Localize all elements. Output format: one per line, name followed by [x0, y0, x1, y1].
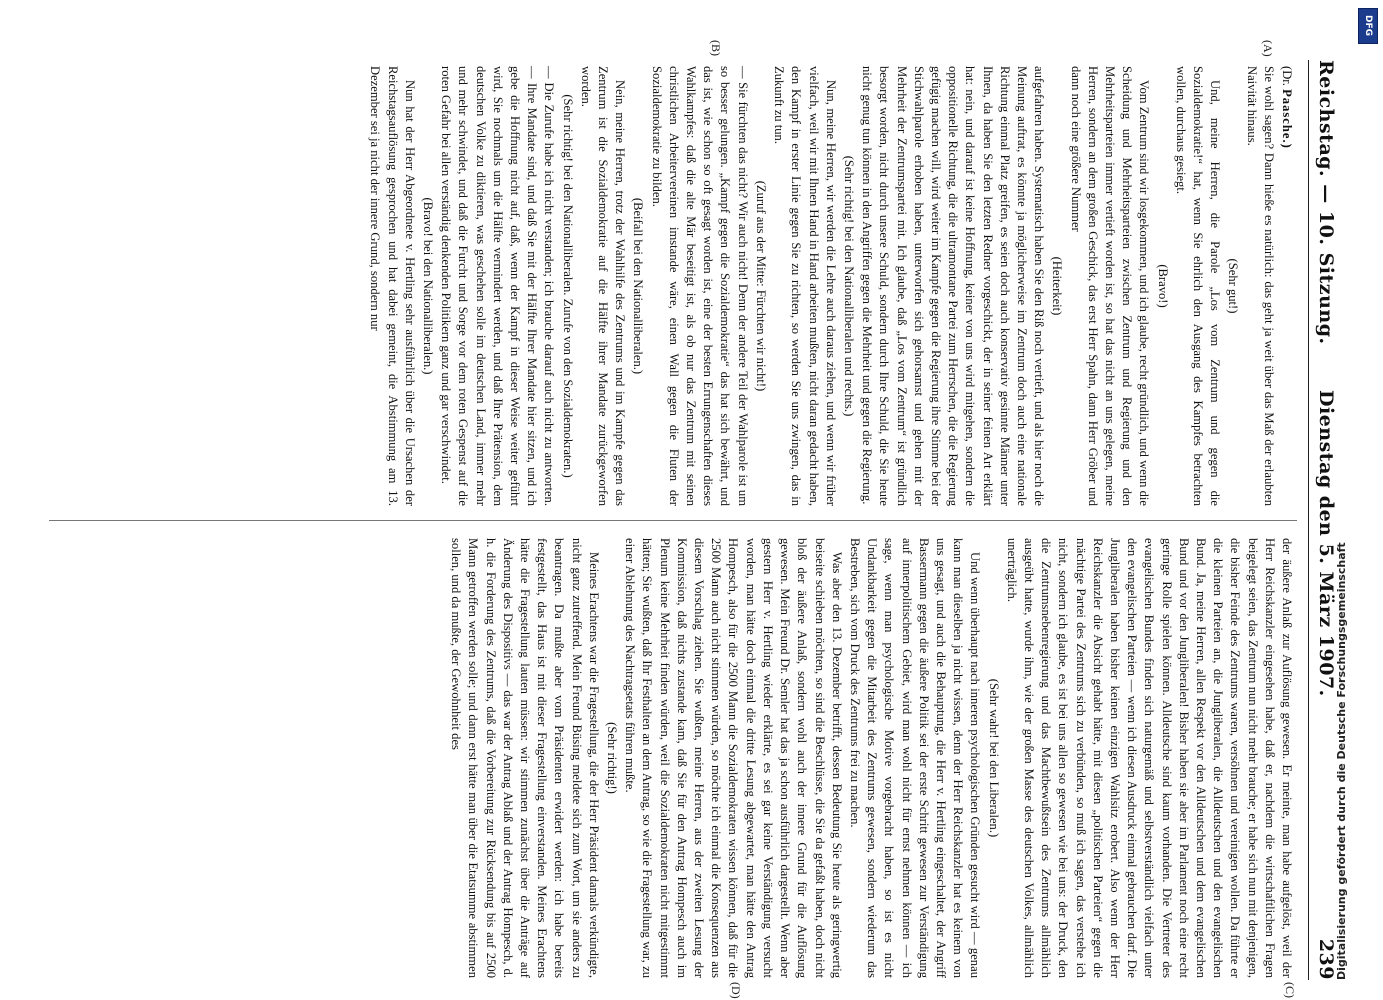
reaction: (Sehr richtig! bei den Nationalliberalen. Zurufe von den Sozialdemokraten.) — [560, 94, 575, 478]
paragraph: Und, meine Herren, die Parole „Los vom Zentrum und gegen die Sozialdemokratie!“ hat, wenn Sie ehrlich den Ausgang des Kampfes betrachten wollen, durchaus gesiegt. — [1173, 66, 1223, 506]
paragraph: aufgefahren haben. Systematisch haben Sie den Riß noch vertieft, und als hier noch die Meinung auftrat, es könnte ja möglicherweise im Zentrum doch auch eine nationale Richtung einmal Platz greifen, es seien doch auch konservativ gesinnte Männer unter Ihnen, da haben Sie den letzten Redner vorgeschickt, der in seiner feinen Art erklärt hat: nein, und darauf ist keine Hoffnung, keiner von uns wird mitgehen, sondern die oppositionelle Richtung, die die ultramontane Partei zum Herrschen, die die Regierung gefügig machen will, wird weiter im Kampfe gegen die Regierung ihre Stimme bei der Stichwahlparole erhoben haben, unterworfen sich gehorsamst und gehen mit der Mehrheit der Zentrumspartei mit. Ich glaube, daß „Los vom Zentrum“ ist gründlich besorgt worden, nicht durch unsere Schuld, sondern durch Ihre Schuld, die Sie heute nicht genug tun können in den Angriffen gegen die Mehrheit und gegen die Regierung. — [860, 66, 1047, 506]
reaction: (Bravo! bei den Nationalliberalen.) — [421, 197, 436, 375]
paragraph: Sie wohl sagen? Dann hieße es natürlich: das geht ja weit über das Maß der erlaubten Naivität hinaus. — [1244, 66, 1276, 506]
reaction: (Sehr richtig! bei den Nationalliberalen und rechts.) — [841, 155, 856, 417]
paragraph: Meines Erachtens war die Fragestellung, die der Herr Präsident damals verkündigte, nicht ganz zutreffend. Mein Freund Büsing meldete sich zum Wort, um sie anders zu beantragen. Da mußte aber vom Präsidenten erwidert werden: ich habe bereits festgestellt, das Haus ist mit dieser Fragestellung einverstanden. Meines Erachtens hätte die Fragestellung lauten müssen: wir stimmen zunächst über die Anträge auf Änderung des Dispositivs — das war der Antrag Ablaß und der Antrag Hompesch, d. h. die Forderung des Zentrums, daß die Vorbereitung zur Rücksendung bis auf 2500 Mann getroffen werden solle; und dann erst hätte man über die Etatsumme abstimmen sollen, und da mußte, der Gewohnheit des — [449, 538, 601, 978]
paragraph: — Sie fürchten das nicht? Wir auch nicht! Denn der andere Teil der Wahlparole ist um so besser gelungen. „Kampf gegen die Sozialdemokratie“ das hat sich bewährt, und das ist, wie schon so oft gesagt worden ist, eine der besten Errungenschaften dieses Wahlkampfes: daß die alte Mär beseitigt ist, als ob nur das Zentrum mit seinen christlichen Arbeitervereinen imstande wäre, einen Wall gegen die Fluten der Sozialdemokratie zu bilden. — [649, 66, 750, 506]
paragraph: der äußere Anlaß zur Auflösung gewesen. Er meinte, man habe aufgelöst, weil der Herr Reichskanzler eingesehen habe, daß er, nachdem die wirtschaftlichen Fragen beigelegt seien, das Zentrum nun nicht mehr brauche; er habe sich nun mit denjenigen, die bisher Feinde des Zentrums waren, versöhnen und vereinigen wollen. Da führte er die kleinen Parteien an, die Jungliberalen, die Alldeutschen und den evangelischen Bund. Ja, meine Herren, allen Respekt vor den Alldeutschen und dem evangelischen Bund und vor den Jungliberalen! Bisher haben sie aber im Parlament noch eine recht geringe Rolle spielen können. Alldeutsche sind kaum vorhanden. Die Vertreter des evangelischen Bundes finden sich naturgemäß und selbstverständlich vielfach unter den evangelischen Parteien — wenn ich diesen Ausdruck einmal gebrauchen darf. Die Jungliberalen haben bisher keinen einzigen Wahlsitz erobert. Also wenn der Herr Reichskanzler die Absicht gehabt hätte, mit diesen „politischen Parteien“ gegen die mächtige Partei des Zentrums sich zu verbünden, so muß ich sagen, das verstehe ich nicht, sondern ich glaube, es ist bei uns allen so gewesen wie bei uns: der Druck, den die Zentrumsnebenregierung und das Machtbewußtsein des Zentrums allmählich ausgeübt hatte, wurde ihm, wie der großen Masse des deutschen Volkes, allmählich unerträglich. — [1004, 538, 1294, 978]
margin-marker-a: (A) — [1261, 40, 1275, 57]
margin-marker-b: (B) — [709, 40, 723, 56]
reaction: (Zuruf aus der Mitte: Fürchten wir nicht!) — [753, 180, 768, 392]
speaker-name: Paasche.) — [1280, 89, 1294, 149]
reaction: (Sehr gut!) — [1226, 258, 1241, 314]
paragraph: Nun, meine Herren, wir werden die Lehre auch daraus ziehen, und wenn wir früher vielfach, weil wir mit Ihnen Hand in Hand arbeiten mußten, nicht daran gedacht haben, den Kampf in erster Linie gegen Sie zu richten, so werden Sie uns zwingen, das in Zukunft zu tun. — [772, 66, 838, 506]
reaction: (Heiterkeit) — [1050, 256, 1065, 316]
paragraph: — Die Zurufe habe ich nicht verstanden; ich brauche darauf auch nicht zu antworten. — Ihre Mandate sind, und daß Sie mit der Hälfte Ihrer Mandate hier sitzen, und ich gebe die Hoffnung nicht auf, daß, wenn der Kampf in dieser Weise weiter geführt wird, Sie nochmals um die Hälfte vermindert werden, und daß Ihre Prätension, dem deutschen Volke zu diktieren, was geschehen solle im deutschen Land, immer mehr und mehr schwindet, und daß die Furcht und Sorge vor dem roten Gespenst auf die roten Gefahr bei allen verständig denkenden Politikern ganz und gar verschwindet. — [439, 66, 557, 506]
left-column — [50, 66, 1295, 506]
paragraph: Was aber den 13. Dezember betrifft, dessen Bedeutung Sie heute als geringwertig beiseite schieben möchten, so sind die Beschlüsse, die Sie da gefaßt haben, doch nicht bloß der äußere Anlaß, sondern wohl auch der innere Grund für die Auflösung gewesen. Mein Freund Dr. Semler hat das ja schon ausführlich dargestellt. Wenn aber gestern Herr v. Hertling wieder erklärte, es sei gar keine Verständigung versucht worden, man hätte doch einmal die dritte Lesung abgewartet, man hätte den Antrag Hompesch, also für die 2500 Mann die Sozialdemokraten wissen können, daß für die 2500 Mann auch nicht stimmen würden, so möchte ich einmal die Konsequenzen aus diesem Vorschlag ziehen. Sie wußten, meine Herren, aus der zweiten Lesung der Kommission, daß nichts zustande kam, daß Sie für den Antrag Hompesch auch im Plenum keine Mehrheit finden würden, weil die Sozialdemokraten nicht mitgestimmt hätten; Sie wußten, daß Ihr Festhalten an dem Antrag, so wie die Fragestellung war, zu einer Ablehnung des Nachtragsetats führen mußte. — [623, 538, 844, 978]
paragraph: Und wenn überhaupt nach inneren psychologischen Gründen gesucht wird — genau kann man dieselben ja nicht wissen, denn der Herr Reichskanzler hat es keinem von uns gesagt, und auch die Behauptung, die Herr v. Hertling eingeschaltet, der Angriff Bassermann gegen die äußere Politik sei der erste Schritt gewesen zur Verständigung auf innerpolitischem Gebiet, wird man wohl nicht für ernst nehmen können — ich sage, wenn man psychologische Motive vorgebracht haben, so ist es nicht Undankbarkeit gegen die Mitarbeit des Zentrums gewesen, sondern wiederum das Bestreben, sich vom Druck des Zentrums frei zu machen. — [847, 538, 983, 978]
paragraph: Vom Zentrum sind wir losgekommen, und ich glaube, recht gründlich, und wenn die Scheidung und Mehrheitsparteien zwischen Zentrum und Regierung und den Mehrheitsparteien immer vertieft worden ist, so hat das nicht an uns gelegen, meine Herren, sondern an dem großen Geschick, das erst Herr Spahn, dann Herr Gröber und dann noch eine größere Nummer — [1068, 66, 1152, 506]
reaction: (Sehr wahr! bei den Liberalen.) — [986, 678, 1001, 838]
paragraph: Nein, meine Herren, trotz der Wahlhilfe des Zentrums und im Kampfe gegen das Zentrum ist die Sozialdemokratie auf die Hälfte ihrer Mandate zurückgeworfen worden. — [578, 66, 628, 506]
dfg-logo: DFG — [1358, 8, 1378, 44]
paragraph: Nun hat der Herr Abgeordnete v. Hertling sehr ausführlich über die Ursachen der Reichstagsauflösung gesprochen und hat dabei gemeint, die Abstimmung am 13. Dezember sei ja nicht der innere Grund, sondern nur — [368, 66, 417, 506]
speaker-prefix: (Dr. — [1280, 66, 1294, 86]
right-column — [50, 538, 1295, 978]
margin-marker-c: (C) — [1283, 982, 1297, 998]
header-title: Reichstag. — 10. Sitzung. — [1315, 60, 1337, 345]
column-divider — [49, 520, 1297, 521]
reaction: (Sehr richtig!) — [605, 722, 620, 794]
page-number: 239 — [1315, 938, 1337, 980]
margin-marker-d: (D) — [729, 982, 743, 999]
digitization-note: Digitalisierung gefördert durch die Deutsche Forschungsgemeinschaft — [1335, 542, 1348, 980]
speaker-line — [1278, 66, 1295, 506]
header-date: Dienstag den 5. März 1907. — [1315, 390, 1337, 697]
reaction: (Beifall bei den Nationalliberalen.) — [631, 197, 646, 375]
reaction: (Bravo!) — [1155, 264, 1170, 308]
